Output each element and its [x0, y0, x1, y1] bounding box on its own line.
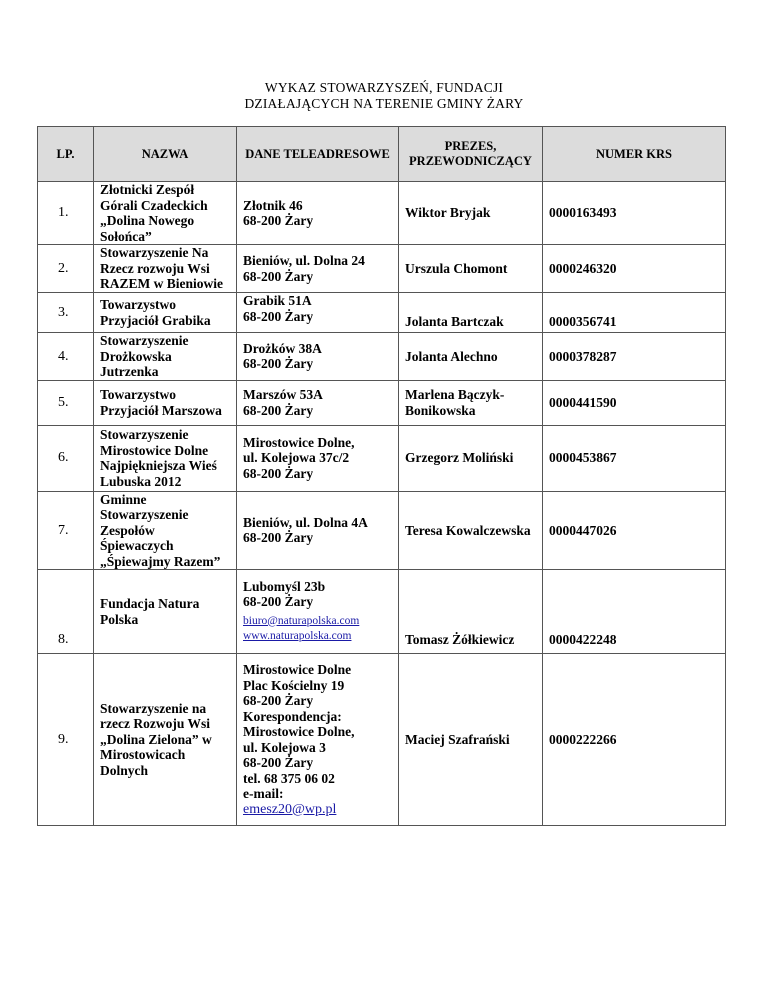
cell-krs: 0000422248	[543, 570, 726, 654]
title-line-2: DZIAŁAJĄCYCH NA TERENIE GMINY ŻARY	[244, 96, 524, 111]
address-line: 68-200 Żary	[243, 755, 314, 770]
cell-lp: 9.	[38, 654, 94, 826]
address-line: 68-200 Żary	[243, 530, 314, 546]
table-row	[38, 654, 726, 826]
cell-prezes: Wiktor Bryjak	[399, 182, 543, 245]
address-line: e-mail:	[243, 786, 284, 801]
cell-krs: 0000356741	[543, 293, 726, 333]
table-row	[38, 425, 726, 491]
cell-lp: 4.	[38, 333, 94, 381]
cell-prezes: Jolanta Alechno	[399, 333, 543, 381]
cell-dane	[237, 425, 399, 491]
cell-krs: 0000246320	[543, 245, 726, 293]
address-line: 68-200 Żary	[243, 213, 314, 228]
cell-krs: 0000378287	[543, 333, 726, 381]
email-link[interactable]: biuro@naturapolska.com	[243, 614, 360, 627]
cell-lp: 1.	[38, 182, 94, 245]
table-row	[38, 293, 726, 333]
address-line: 68-200 Żary	[243, 465, 314, 481]
cell-prezes: Tomasz Żółkiewicz	[399, 570, 543, 654]
address-line: Złotnik 46	[243, 197, 303, 213]
website-link[interactable]: www.naturapolska.com	[243, 630, 352, 642]
cell-prezes: Marlena Bączyk-Bonikowska	[399, 380, 543, 425]
cell-nazwa: Stowarzyszenie Mirostowice Dolne Najpiękniejsza Wieś Lubuska 2012	[94, 425, 237, 491]
header-nazwa: NAZWA	[94, 127, 237, 182]
address-line: Mirostowice Dolne	[243, 662, 352, 677]
cell-lp: 6.	[38, 425, 94, 491]
table-header-row	[38, 127, 726, 182]
address-line: 68-200 Żary	[243, 268, 314, 284]
address-line: Grabik 51A	[243, 293, 312, 308]
address-line: ul. Kolejowa 3	[243, 739, 326, 755]
address-line: tel. 68 375 06 02	[243, 770, 335, 786]
cell-krs: 0000222266	[543, 654, 726, 826]
cell-krs: 0000163493	[543, 182, 726, 245]
address-line: Mirostowice Dolne,	[243, 724, 355, 739]
cell-nazwa: Złotnicki Zespół Górali Czadeckich „Dolina Nowego Sołońca”	[94, 182, 237, 245]
cell-prezes: Jolanta Bartczak	[399, 293, 543, 333]
title-line-1: WYKAZ STOWARZYSZEŃ, FUNDACJI	[264, 80, 504, 95]
cell-krs: 0000441590	[543, 380, 726, 425]
cell-prezes: Grzegorz Moliński	[399, 425, 543, 491]
cell-lp: 2.	[38, 245, 94, 293]
cell-dane	[237, 380, 399, 425]
cell-lp: 5.	[38, 380, 94, 425]
address-line: Lubomyśl 23b	[243, 578, 326, 594]
cell-lp: 8.	[38, 570, 94, 654]
table-row	[38, 570, 726, 654]
cell-dane	[237, 333, 399, 381]
table-row	[38, 491, 726, 570]
address-line: Plac Kościelny 19	[243, 677, 345, 693]
cell-lp: 7.	[38, 491, 94, 570]
cell-nazwa: Towarzystwo Przyjaciół Marszowa	[94, 380, 237, 425]
address-line: 68-200 Żary	[243, 594, 314, 609]
header-krs: NUMER KRS	[543, 127, 726, 182]
header-lp: LP.	[38, 127, 94, 182]
cell-dane	[237, 182, 399, 245]
cell-nazwa: Stowarzyszenie Drożkowska Jutrzenka	[94, 333, 237, 381]
table-row	[38, 333, 726, 381]
address-line: Bieniów, ul. Dolna 4A	[243, 514, 368, 530]
email-link[interactable]: emesz20@wp.pl	[243, 801, 337, 817]
table-row	[38, 182, 726, 245]
cell-dane	[237, 245, 399, 293]
cell-prezes: Teresa Kowalczewska	[399, 491, 543, 570]
cell-krs: 0000453867	[543, 425, 726, 491]
address-line: Mirostowice Dolne,	[243, 434, 355, 450]
cell-dane	[237, 654, 399, 826]
header-dane: DANE TELEADRESOWE	[237, 127, 399, 182]
address-line: Korespondencja:	[243, 708, 342, 724]
address-line: Drożków 38A	[243, 340, 322, 356]
associations-table	[37, 126, 726, 826]
cell-krs: 0000447026	[543, 491, 726, 570]
cell-prezes: Urszula Chomont	[399, 245, 543, 293]
table-row	[38, 380, 726, 425]
address-line: 68-200 Żary	[243, 693, 314, 708]
cell-nazwa: Stowarzyszenie na rzecz Rozwoju Wsi „Dolina Zielona” w Mirostowicach Dolnych	[94, 654, 237, 826]
address-line: ul. Kolejowa 37c/2	[243, 450, 350, 466]
cell-dane	[237, 491, 399, 570]
address-line: Marszów 53A	[243, 387, 323, 402]
document-title	[0, 80, 768, 112]
address-line: 68-200 Żary	[243, 402, 314, 418]
table-row	[38, 245, 726, 293]
cell-prezes: Maciej Szafrański	[399, 654, 543, 826]
cell-dane	[237, 570, 399, 654]
header-prezes: PREZES, PRZEWODNICZĄCY	[399, 127, 543, 182]
cell-lp: 3.	[38, 293, 94, 333]
cell-nazwa: Gminne Stowarzyszenie Zespołów Śpiewaczych „Śpiewajmy Razem”	[94, 491, 237, 570]
cell-nazwa: Towarzystwo Przyjaciół Grabika	[94, 293, 237, 333]
address-line: 68-200 Żary	[243, 356, 314, 372]
cell-nazwa: Fundacja Natura Polska	[94, 570, 237, 654]
address-line: 68-200 Żary	[243, 308, 314, 324]
cell-dane	[237, 293, 399, 333]
address-line: Bieniów, ul. Dolna 24	[243, 253, 365, 268]
cell-nazwa: Stowarzyszenie Na Rzecz rozwoju Wsi RAZEM w Bieniowie	[94, 245, 237, 293]
